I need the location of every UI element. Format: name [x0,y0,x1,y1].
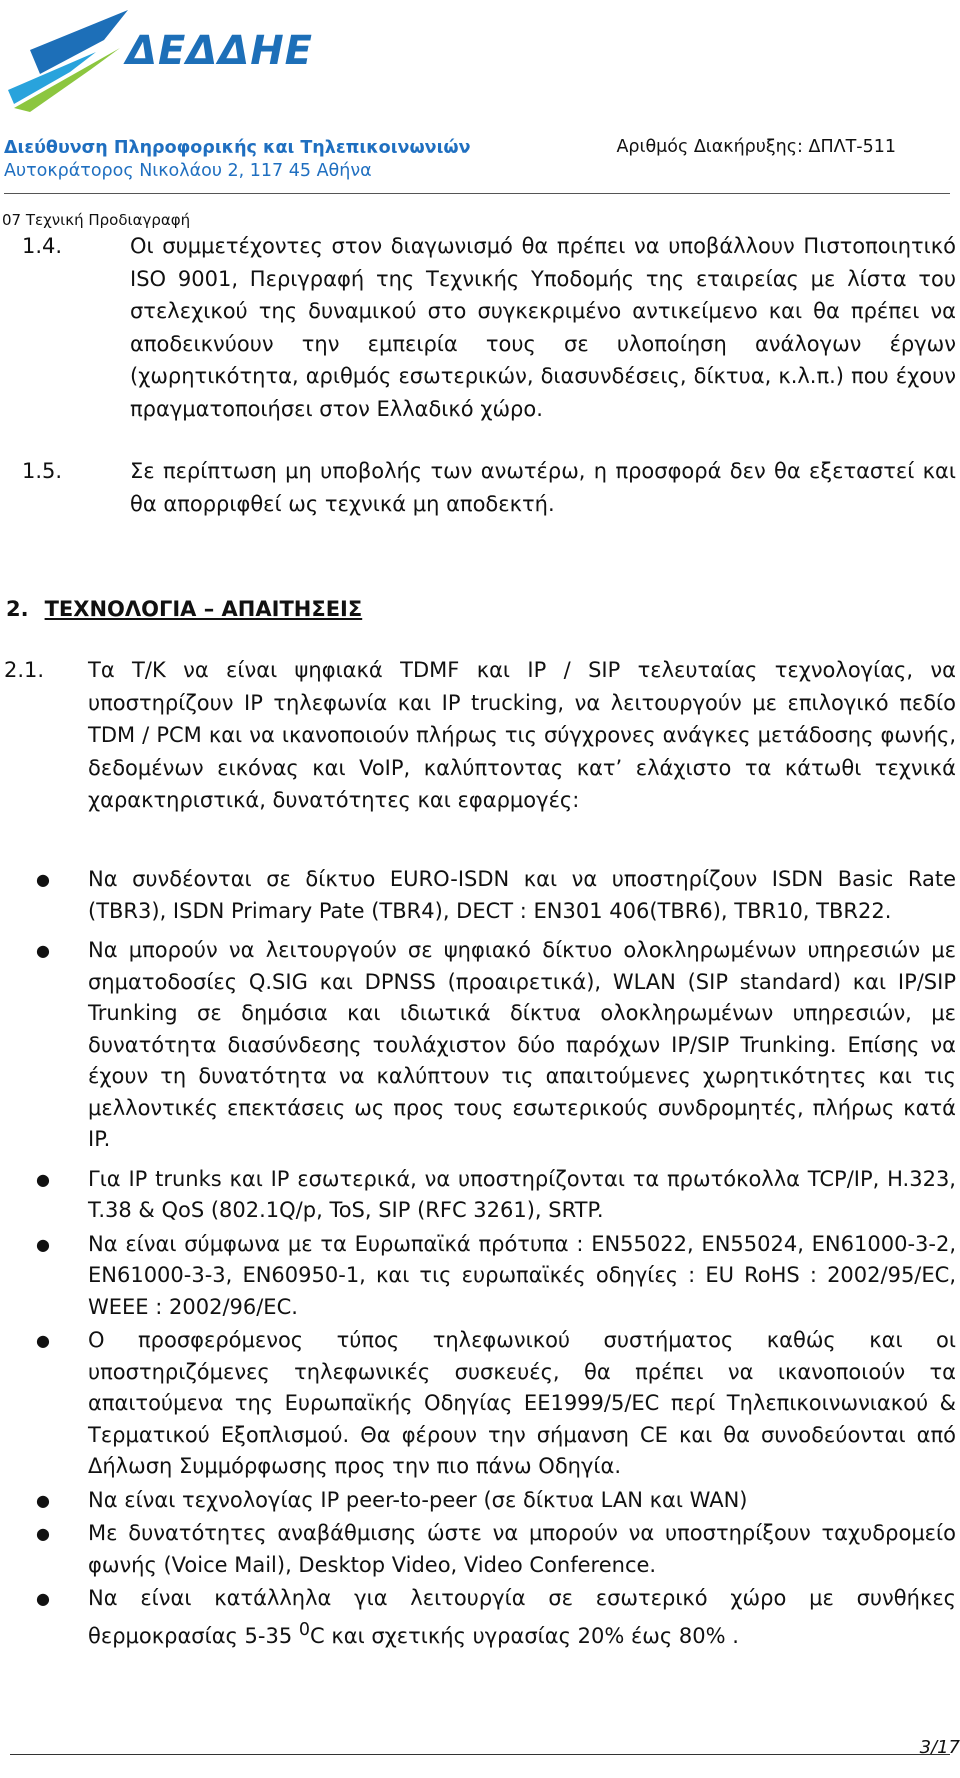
list-item: ● Να είναι τεχνολογίας IP peer-to-peer (σε δίκτυα LAN και WAN) [36,1485,956,1517]
spec-label: 07 Τεχνική Προδιαγραφή [2,211,191,229]
logo-text: ΔΕΔΔΗΕ [126,28,313,74]
list-item: ● Για IP trunks και IP εσωτερικά, να υποστηρίζονται τα πρωτόκολλα TCP/IP, H.323, T.38 & QoS (802.1Q/p, ToS, SIP (RFC 3261), SRTP. [36,1164,956,1227]
requirement-2-1 [4,654,956,817]
department-address: Αυτοκράτορος Νικολάου 2, 117 45 Αθήνα [4,161,372,181]
list-item: ● Ο προσφερόμενος τύπος τηλεφωνικού συστήματος καθώς και οι υποστηριζόμενες τηλεφωνικές συσκευές, θα πρέπει να ικανοποιούν τα απαιτούμενα της Ευρωπαϊκής Οδηγίας ΕΕ1999/5/EC περί Τηλεπικοινωνιακού & Τερματικού Εξοπλισμού. Θα φέρουν την σήμανση CE και θα συνοδεύονται από Δήλωση Συμμόρφωσης προς την πιο πάνω Οδηγία. [36,1325,956,1483]
header-divider [4,193,950,194]
bullet-icon: ● [36,1490,50,1510]
section-title: ΤΕΧΝΟΛΟΓΙΑ – ΑΠΑΙΤΗΣΕΙΣ [44,597,363,621]
item-1-4 [22,230,956,425]
list-item: ● Να μπορούν να λειτουργούν σε ψηφιακό δίκτυο ολοκληρωμένων υπηρεσιών με σηματοδοσίες Q.SIG και DPNSS (προαιρετικά), WLAN (SIP standard) και IP/SIP Trunking σε δημόσια και ιδιωτικά δίκτυα ολοκληρωμένων υπηρεσιών, με δυνατότητα διασύνδεσης τουλάχιστον δύο παρόχων IP/SIP Trunking. Επίσης να έχουν τη δυνατότητα να καλύπτουν τις απαιτούμενες χωρητικότητες και τις μελλοντικές επεκτάσεις ως προς τους εσωτερικούς συνδρομητές, πλήρως κατά IP. [36,935,956,1156]
list-item: ● Να συνδέονται σε δίκτυο EURO-ISDN και να υποστηρίζουν ISDN Basic Rate (TBR3), ISDN Primary Pate (TBR4), DECT : EN301 406(TBR6), TBR10, TBR22. [36,864,956,927]
bullet-icon: ● [36,870,50,889]
header-department [4,137,471,183]
department-name: Διεύθυνση Πληροφορικής και Τηλεπικοινωνιών [4,138,471,158]
item-text: Οι συμμετέχοντες στον διαγωνισμό θα πρέπει να υποβάλλουν Πιστοποιητικό ISO 9001, Περιγραφή της Τεχνικής Υποδομής της εταιρείας με λίστα του στελεχικού της δυναμικού στο συγκεκριμένο αντικείμενο και θα πρέπει να αποδεικνύουν την εμπειρία τους σε υλοποίηση ανάλογων έργων (χωρητικότητα, αριθμός εσωτερικών, διασυνδέσεις, δίκτυα, κ.λ.π.) που έχουν πραγματοποιήσει στον Ελλαδικό χώρο. [130,234,956,421]
item-1-5 [22,455,956,520]
footer-divider [10,1754,950,1755]
tender-number: Αριθμός Διακήρυξης: ΔΠΛΤ-511 [616,137,896,157]
bullet-icon: ● [36,1169,50,1189]
bullet-list [36,864,956,1654]
section-number: 2. [6,597,29,621]
item-number: 1.5. [22,459,63,483]
bullet-icon: ● [36,941,50,960]
bullet-icon: ● [36,1234,50,1254]
item-number: 1.4. [22,234,63,258]
bullet-icon: ● [36,1331,50,1350]
list-item: ● Να είναι σύμφωνα με τα Ευρωπαϊκά πρότυπα : EN55022, EN55024, EN61000-3-2, EN61000-3-3, EN60950-1, και τις ευρωπαϊκές οδηγίες : EU RoHS : 2002/95/EC, WEEE : 2002/96/EC. [36,1229,956,1324]
item-text: Σε περίπτωση μη υποβολής των ανωτέρω, η προσφορά δεν θα εξεταστεί και θα απορριφθεί ως τεχνικά μη αποδεκτή. [130,459,956,516]
bullet-icon: ● [36,1524,50,1543]
company-logo [0,0,330,118]
page-number: 3/17 [919,1737,960,1758]
bullet-icon: ● [36,1589,50,1608]
requirement-text: Τα Τ/Κ να είναι ψηφιακά TDMF και IP / SIP τελευταίας τεχνολογίας, να υποστηρίζουν IP τηλεφωνία και IP trucking, να λειτουργούν με επιλογικό πεδίο TDM / PCM και να ικανοποιούν πλήρως τις σύγχρονες ανάγκες μετάδοσης φωνής, δεδομένων εικόνας και VoIP, καλύπτοντας κατ’ ελάχιστο τα κάτωθι τεχνικά χαρακτηριστικά, δυνατότητες και εφαρμογές: [88,658,956,812]
section-heading [6,597,362,621]
list-item: ● Με δυνατότητες αναβάθμισης ώστε να μπορούν να υποστηρίξουν ταχυδρομείο φωνής (Voice Mail), Desktop Video, Video Conference. [36,1518,956,1581]
list-item: ● Να είναι κατάλληλα για λειτουργία σε εσωτερικό χώρο με συνθήκες θερμοκρασίας 5-35 $^0$C και σχετικής υγρασίας 20% έως 80% . [36,1583,956,1652]
requirement-number: 2.1. [4,658,45,682]
